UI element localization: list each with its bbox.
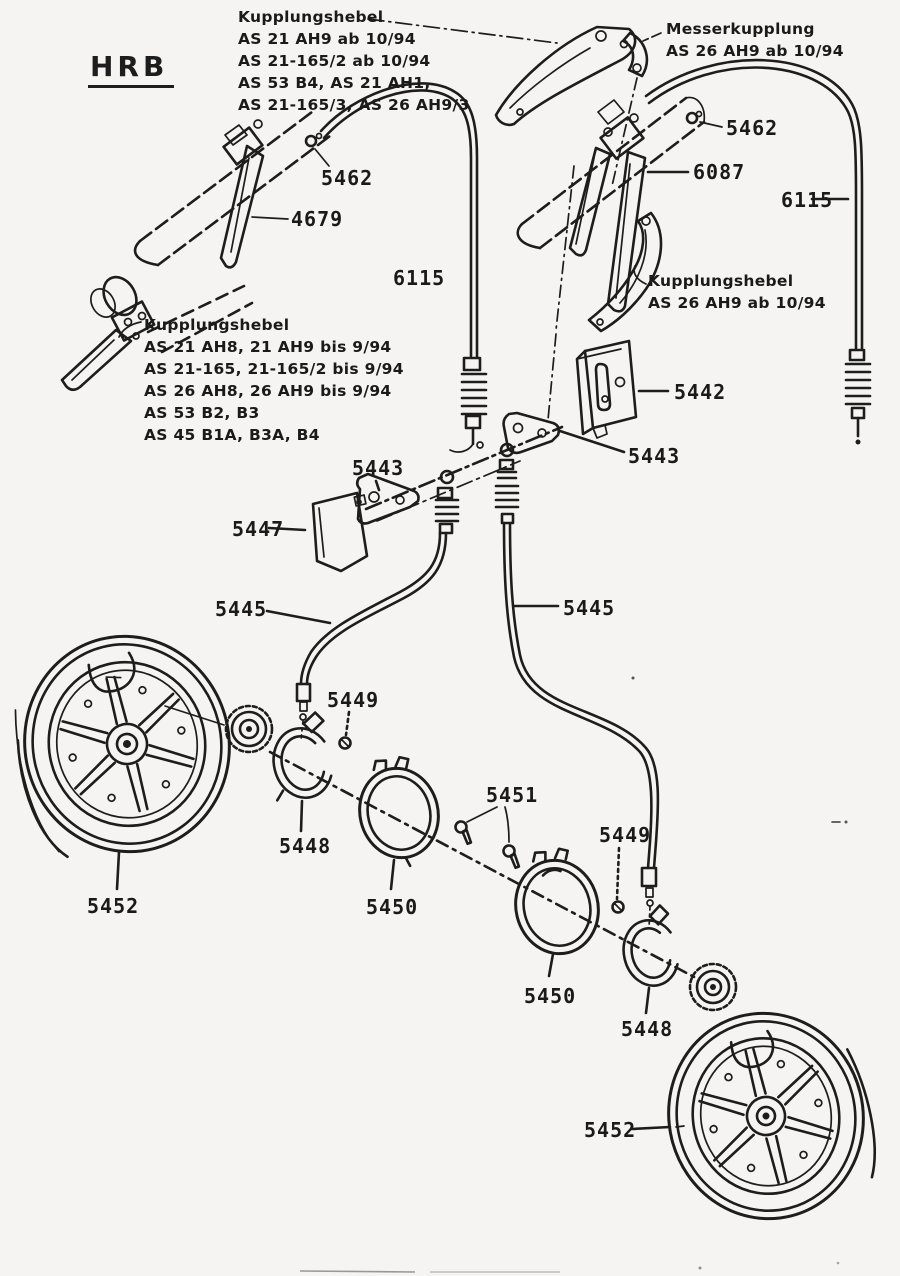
left-sprocket-drawing (226, 706, 272, 752)
part-label-5447: 5447 (232, 517, 285, 541)
part-label-5445-right: 5445 (563, 596, 616, 620)
screws-5451-drawing (451, 807, 526, 869)
callout-line: AS 53 B4, AS 21 AH1, (238, 74, 431, 92)
part-label-5445-left: 5445 (215, 597, 268, 621)
callout-line: AS 21-165, 21-165/2 bis 9/94 (144, 360, 404, 378)
part-label-5448-right: 5448 (621, 1017, 674, 1041)
right-wheel-drawing (647, 991, 890, 1239)
right-ring-5450-drawing (503, 841, 608, 963)
part-label-5450-right: 5450 (524, 984, 577, 1008)
part-label-5443-right: 5443 (628, 444, 681, 468)
part-label-6115-left: 6115 (393, 266, 446, 290)
screw-5449-left-drawing (340, 712, 351, 749)
callout-title: Messerkupplung (666, 20, 815, 38)
cable-5445-right-drawing (496, 460, 658, 928)
callout-blade-clutch (666, 18, 844, 62)
callout-line: AS 21-165/3, AS 26 AH9/3 (238, 96, 470, 114)
callout-line: AS 45 B1A, B3A, B4 (144, 426, 320, 444)
callout-title: Kupplungshebel (144, 316, 290, 334)
part-label-6087: 6087 (693, 160, 746, 184)
screw-5449-right-drawing (613, 848, 624, 913)
leader-5450-right (549, 954, 553, 976)
part-label-5462-right: 5462 (726, 116, 779, 140)
leader-5452-right-tick (676, 1126, 684, 1127)
scan-marks (300, 677, 848, 1273)
left-wheel-drawing (0, 615, 252, 876)
part-label-5452-right: 5452 (584, 1118, 637, 1142)
part-label-5449-right: 5449 (599, 823, 652, 847)
left-handlebar-drawing (135, 109, 334, 267)
part-label-6115-right: 6115 (781, 188, 834, 212)
callout-clutch-lever-old (144, 314, 404, 446)
callout-title: Kupplungshebel (238, 8, 384, 26)
right-ratchet-5448-drawing (614, 904, 685, 992)
callout-line: AS 21 AH8, 21 AH9 bis 9/94 (144, 338, 392, 356)
leader-5448-left (301, 801, 302, 831)
part-label-5448-left: 5448 (279, 834, 332, 858)
part-label-4679: 4679 (291, 207, 344, 231)
part-label-5443-left: 5443 (352, 456, 405, 480)
part-label-5450-left: 5450 (366, 895, 419, 919)
callout-line: AS 26 AH9 ab 10/94 (648, 294, 826, 312)
callout-line: AS 21 AH9 ab 10/94 (238, 30, 416, 48)
part-label-5452-left: 5452 (87, 894, 140, 918)
callout-line: AS 26 AH8, 26 AH9 bis 9/94 (144, 382, 392, 400)
right-handlebar-drawing (518, 98, 722, 420)
leader-5452-left (117, 852, 119, 889)
part-label-5462-left: 5462 (321, 166, 374, 190)
left-ring-5450-drawing (348, 749, 450, 875)
callout-line: AS 26 AH9 ab 10/94 (666, 42, 844, 60)
part-label-5451: 5451 (486, 783, 539, 807)
right-sprocket-drawing (690, 964, 736, 1010)
part-label-5442: 5442 (674, 380, 727, 404)
leader-5448-right (646, 988, 649, 1013)
part-label-5449-left: 5449 (327, 688, 380, 712)
leader-5450-left (391, 860, 394, 889)
leader-5452-right (632, 1127, 670, 1129)
callout-clutch-lever-new (238, 6, 470, 116)
callout-line: AS 21-165/2 ab 10/94 (238, 52, 431, 70)
callout-title: Kupplungshebel (648, 272, 794, 290)
model-code-title: HRB (88, 50, 174, 88)
bracket-5442-drawing (577, 341, 668, 438)
callout-clutch-lever-as26 (648, 270, 826, 314)
callout-line: AS 53 B2, B3 (144, 404, 260, 422)
